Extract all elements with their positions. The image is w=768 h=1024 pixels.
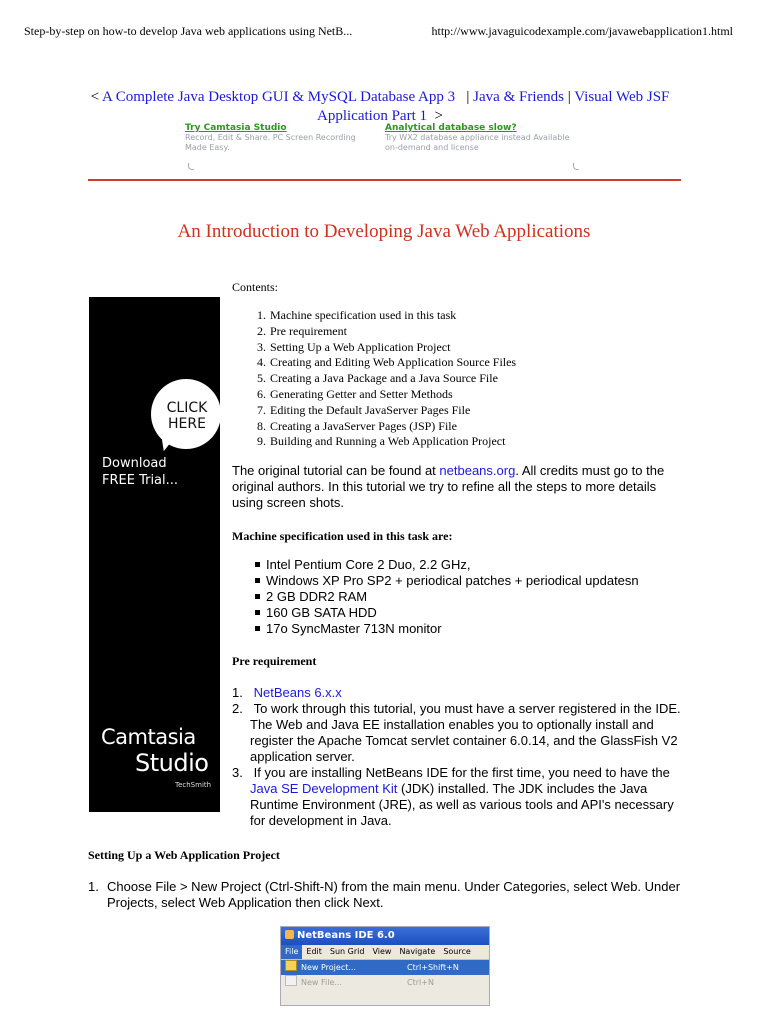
click-here-text[interactable] (151, 400, 220, 432)
toc-label: Machine specification used in this task (270, 308, 457, 322)
list-item (232, 685, 682, 701)
menu-item-label: New Project... (301, 963, 356, 972)
database-text-ad[interactable] (385, 123, 575, 153)
screenshot-titlebar (281, 927, 489, 945)
list-item (255, 589, 639, 605)
step-item (88, 879, 688, 911)
toc-label: Creating a JavaServer Pages (JSP) File (270, 418, 457, 433)
toc-number: 4. (257, 355, 266, 370)
toc-item[interactable] (232, 434, 652, 450)
ad-text: Record, Edit & Share. PC Screen Recording Made Easy. (185, 133, 356, 152)
techsmith-logo: TechSmith (175, 781, 212, 789)
menu-item-shortcut: Ctrl+Shift+N (407, 963, 459, 972)
brand-studio: Studio (135, 749, 209, 777)
download-line1: Download (102, 456, 167, 471)
bullet-square-icon (255, 626, 260, 631)
click-here-line2: HERE (168, 416, 206, 432)
toc-number: 5. (257, 371, 266, 386)
spec-heading: Machine specification used in this task are: (232, 529, 453, 543)
menu-item-label: New File... (301, 978, 343, 987)
toc-label: Creating a Java Package and a Java Source File (270, 371, 498, 386)
camtasia-text-ad[interactable] (185, 123, 375, 153)
toc-label: Pre requirement (270, 323, 347, 338)
item-text: If you are installing NetBeans IDE for the first time, you need to have the (253, 765, 670, 780)
toc-item[interactable] (232, 355, 652, 371)
intro-paragraph (232, 463, 682, 511)
toc-number: 9. (257, 434, 266, 449)
contents-label: Contents: (232, 280, 279, 294)
new-file-icon (285, 975, 297, 986)
list-item (232, 701, 682, 765)
toc-number: 8. (257, 418, 266, 433)
spec-list (255, 557, 639, 637)
menu-navigate: Navigate (399, 947, 436, 956)
java-friends-link[interactable]: Java & Friends (473, 89, 564, 105)
nav-separator: | (466, 89, 470, 105)
spec-text: 17o SyncMaster 713N monitor (266, 621, 442, 636)
bullet-square-icon (255, 562, 260, 567)
next-article-link[interactable]: Visual Web JSF Application Part 1 (317, 89, 670, 124)
item-number: 2. (232, 701, 243, 716)
list-item (255, 573, 639, 589)
netbeans-screenshot (280, 926, 490, 1006)
menu-item-new-project (281, 960, 489, 975)
page-title: An Introduction to Developing Java Web Applications (177, 221, 591, 242)
item-number: 3. (232, 765, 243, 780)
item-text: (JDK) installed. The JDK includes the Java Runtime Environment (JRE), as well as various tools and API's necessary for development in Java. (250, 781, 674, 828)
toc-item[interactable] (232, 403, 652, 419)
step-text: Choose File > New Project (Ctrl-Shift-N) from the main menu. Under Categories, select Web. Under Projects, select Web Application then click Next. (107, 879, 681, 910)
list-item (232, 765, 682, 829)
ad-corner-mark (573, 163, 579, 170)
download-trial-text (102, 455, 178, 489)
pre-requirement-heading: Pre requirement (232, 654, 317, 668)
toc-label: Setting Up a Web Application Project (270, 339, 451, 354)
menu-view: View (372, 947, 392, 956)
jdk-link[interactable]: Java SE Development Kit (250, 781, 398, 796)
brand-camtasia: Camtasia (101, 725, 196, 749)
menu-item-shortcut: Ctrl+N (407, 978, 434, 987)
toc-label: Creating and Editing Web Application Source Files (270, 355, 517, 370)
screenshot-title: NetBeans IDE 6.0 (297, 930, 395, 941)
camtasia-side-ad[interactable] (89, 297, 220, 812)
step-number: 1. (88, 879, 99, 894)
toc-label: Generating Getter and Setter Methods (270, 386, 453, 401)
download-line2: FREE Trial... (102, 473, 179, 488)
ad-heading[interactable]: Try Camtasia Studio (185, 123, 287, 133)
bullet-square-icon (255, 594, 260, 599)
red-divider (88, 179, 681, 181)
setup-heading: Setting Up a Web Application Project (88, 848, 280, 862)
spec-text: Intel Pentium Core 2 Duo, 2.2 GHz, (266, 557, 471, 572)
netbeans-org-link[interactable]: netbeans.org (439, 463, 516, 478)
list-item (255, 621, 639, 637)
pre-requirement-list (232, 685, 682, 829)
toc-item[interactable] (232, 340, 652, 356)
toc-item[interactable] (232, 419, 652, 435)
spec-text: Windows XP Pro SP2 + periodical patches + periodical updatesn (266, 573, 639, 588)
table-of-contents (232, 308, 652, 450)
menu-sun-grid: Sun Grid (329, 947, 365, 956)
top-ad-banner[interactable] (185, 123, 580, 175)
new-project-icon (285, 960, 297, 971)
ad-corner-mark (188, 163, 194, 170)
prev-marker: < (90, 89, 100, 105)
ad-heading[interactable]: Analytical database slow? (385, 123, 517, 133)
toc-number: 1. (257, 308, 266, 322)
intro-text: The original tutorial can be found at (232, 463, 440, 478)
menu-item-new-file (281, 975, 489, 990)
toc-item[interactable] (232, 308, 652, 324)
item-number: 1. (232, 685, 243, 700)
toc-item[interactable] (232, 324, 652, 340)
toc-number: 7. (257, 402, 266, 417)
toc-label: Editing the Default JavaServer Pages File (270, 402, 471, 417)
intro-text: . All credits must go to the original authors. In this tutorial we try to refine all the steps to more details using screen shots. (232, 463, 665, 510)
list-item (255, 605, 639, 621)
document-url: http://www.javaguicodexample.com/javawebapplication1.html (431, 24, 733, 38)
navigation-links (80, 88, 680, 126)
next-marker: > (434, 108, 443, 124)
menu-source: Source (443, 947, 471, 956)
item-text: To work through this tutorial, you must have a server registered in the IDE. The Web and Java EE installation enables you to optionally install and register the Apache Tomcat servlet container 6.0.14, and the GlassFish V2 application server. (250, 701, 681, 764)
screenshot-menubar (281, 945, 489, 960)
bullet-square-icon (255, 578, 260, 583)
click-here-line1: CLICK (166, 400, 208, 416)
document-title: Step-by-step on how-to develop Java web applications using NetB... (24, 24, 353, 38)
toc-number: 6. (257, 386, 266, 401)
ad-text: Try WX2 database appliance instead Available on-demand and license (385, 133, 570, 152)
menu-edit: Edit (306, 947, 322, 956)
toc-item[interactable] (232, 387, 652, 403)
netbeans-app-icon (285, 930, 294, 939)
netbeans-download-link[interactable]: NetBeans 6.x.x (253, 685, 342, 700)
toc-number: 2. (257, 323, 266, 338)
toc-number: 3. (257, 339, 266, 354)
prev-article-link[interactable]: A Complete Java Desktop GUI & MySQL Database App 3 (102, 89, 456, 105)
toc-item[interactable] (232, 371, 652, 387)
toc-label: Building and Running a Web Application Project (270, 434, 506, 449)
spec-text: 2 GB DDR2 RAM (266, 589, 368, 604)
nav-separator: | (567, 89, 571, 105)
bullet-square-icon (255, 610, 260, 615)
list-item (255, 557, 639, 573)
menu-file: File (281, 945, 302, 959)
spec-text: 160 GB SATA HDD (266, 605, 377, 620)
